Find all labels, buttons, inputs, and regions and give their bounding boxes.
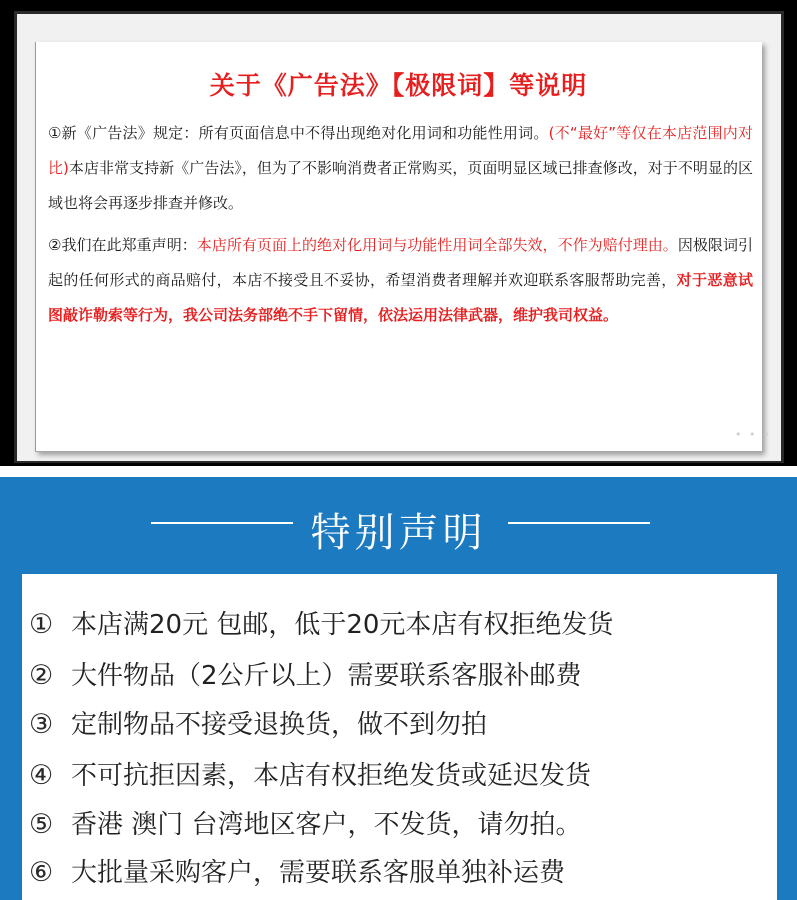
notice-p2-warning: 对于恶意试图敲诈勒索等行为，我公司法务部绝不手下留情，依法运用法律武器，维护我司权益。 (48, 271, 753, 324)
notice-paragraph-2 (48, 228, 753, 333)
notice-p2-red: 本店所有页面上的绝对化用词与功能性用词全部失效，不作为赔付理由。 (196, 236, 678, 254)
item-number: ④ (29, 760, 54, 791)
special-statement-panel (0, 477, 797, 900)
item-number: ② (29, 660, 54, 691)
special-statement-title: 特别声明 (310, 510, 487, 556)
notice-p2-text: ②我们在此郑重声明： (48, 236, 197, 254)
item-text: 香港 澳门 台湾地区客户，不发货，请勿拍。 (71, 810, 582, 840)
item-text: 大件物品（2公斤以上）需要联系客服补邮费 (71, 661, 582, 691)
notice-p1-text-2: 本店非常支持新《广告法》，但为了不影响消费者正常购买，页面明显区域已排查修改，对于不明显的区域也将会再逐步排查并修改。 (48, 159, 753, 212)
item-number: ⑥ (29, 857, 54, 888)
decorative-dots: • • • (735, 428, 772, 441)
item-number: ③ (29, 709, 54, 740)
statement-item (29, 851, 565, 895)
notice-p2-text-2: 因极限词引起的任何形式的商品赔付，本店不接受且不妥协，希望消费者理解并欢迎联系客服帮助完善， (48, 236, 753, 289)
statement-item (29, 703, 487, 747)
notice-p1-red: (不“最好”等仅在本店范围内对比) (48, 124, 753, 177)
item-number: ⑤ (29, 809, 54, 840)
statement-item (29, 603, 613, 647)
notice-title: 关于《广告法》【极限词】等说明 (209, 71, 588, 100)
notice-paragraph-1 (48, 116, 753, 221)
special-statement-header (0, 477, 797, 577)
statement-item (29, 803, 582, 847)
title-rule-right (508, 522, 650, 524)
item-text: 不可抗拒因素，本店有权拒绝发货或延迟发货 (71, 761, 592, 791)
statement-item (29, 654, 582, 698)
item-text: 本店满20元 包邮，低于20元本店有权拒绝发货 (71, 610, 614, 640)
special-statement-list (22, 574, 777, 900)
statement-item (29, 754, 591, 798)
item-text: 定制物品不接受退换货，做不到勿拍 (71, 710, 488, 740)
notice-p1-text: ①新《广告法》规定：所有页面信息中不得出现绝对化用词和功能性用词。 (48, 124, 549, 142)
item-number: ① (29, 609, 54, 640)
item-text: 大批量采购客户，需要联系客服单独补运费 (71, 858, 566, 888)
